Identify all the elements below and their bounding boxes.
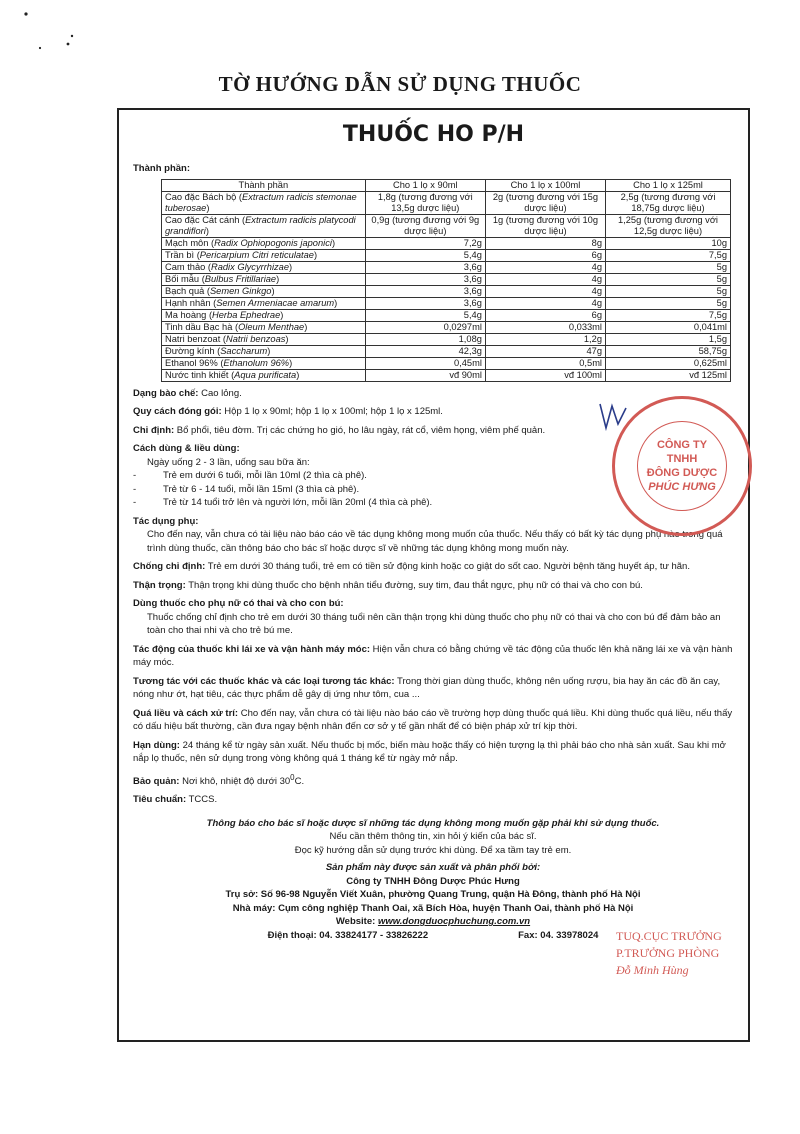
ingredient-name: Natri benzoat (165, 333, 221, 344)
ingredient-latin: Extractum radicis stemonae tuberosae (165, 191, 357, 213)
ingredient-cell: Cao đặc Cát cánh (Extractum radicis platycodi grandiflori) (162, 214, 366, 237)
overdose-text: Cho đến nay, vẫn chưa có tài liệu nào báo cáo về trường hợp dùng thuốc quá liều. Khi dùng thuốc quá liều, nếu thấy có dấu hiệu bất thường, cần đưa ngay bệnh nhân đến cơ sở y tế gần nhất để có biện pháp xử trí kịp thời. (133, 707, 733, 732)
table-header-row (162, 179, 731, 191)
amount-cell: 2,5g (tương đương với 18,75g dược liệu) (606, 191, 731, 214)
ingredient-latin: Pericarpium Citri reticulatae (199, 249, 314, 260)
ingredient-name: Ma hoàng (165, 309, 207, 320)
seal-line: CÔNG TY (656, 439, 708, 451)
ingredient-cell: Nước tinh khiết (Aqua purificata) (162, 369, 366, 381)
ingredient-name: Cao đặc Bách bộ (165, 191, 237, 202)
amount-cell: 1,25g (tương đương với 12,5g dược liệu) (606, 214, 731, 237)
page-heading: TỜ HƯỚNG DẪN SỬ DỤNG THUỐC (218, 72, 582, 96)
table-row (162, 261, 731, 273)
hq-address: Trụ sở: Số 96-98 Nguyễn Viết Xuân, phường Quang Trung, quận Hà Đông, thành phố Hà Nội (225, 889, 641, 901)
usage-item: - Trẻ từ 14 tuổi trở lên và người lớn, mỗi lần 20ml (4 thìa cà phê). (133, 496, 733, 510)
notice-line: Thông báo cho bác sĩ hoặc dược sĩ những tác dụng không mong muốn gặp phải khi sử dụng thuốc. (206, 817, 660, 829)
amount-cell: 1,2g (485, 333, 605, 345)
amount-cell: 0,5ml (485, 357, 605, 369)
notice-line: Đọc kỹ hướng dẫn sử dụng trước khi dùng. Để xa tầm tay trẻ em. (294, 844, 572, 856)
ingredient-name: Mạch môn (165, 237, 209, 248)
table-row (162, 345, 731, 357)
fax-line: Fax: 04. 33978024 (518, 929, 599, 941)
driving-label: Tác động của thuốc khi lái xe và vận hành máy móc: (133, 643, 371, 655)
ingredient-cell: Mạch môn (Radix Ophiopogonis japonici) (162, 237, 366, 249)
amount-cell: 1g (tương đương với 10g dược liệu) (485, 214, 605, 237)
ingredient-cell: Natri benzoat (Natrii benzoas) (162, 333, 366, 345)
ingredient-name: Hạnh nhân (165, 297, 211, 308)
standard-text: TCCS. (186, 794, 218, 806)
signoff-line: TUQ.CỤC TRƯỞNG (616, 929, 722, 943)
contraindications-text: Trẻ em dưới 30 tháng tuổi, trẻ em có tiền sử động kinh hoặc co giật do sốt cao. Người bệnh tăng huyết áp, tư hãn. (205, 561, 690, 572)
table-row (162, 357, 731, 369)
usage-item: - Trẻ từ 6 - 14 tuổi, mỗi lần 15ml (3 thìa cà phê). (133, 483, 733, 497)
table-row (162, 333, 731, 345)
ingredient-latin: Ethanolum 96% (223, 357, 290, 368)
interactions-text: Trong thời gian dùng thuốc, không nên uống rượu, bia hay ăn các đồ ăn cay, nóng như ớt, hạt tiêu, các thực phẩm dễ gây dị ứng như tôm, cua ... (133, 675, 721, 700)
ingredient-cell: Trần bì (Pericarpium Citri reticulatae) (162, 249, 366, 261)
amount-cell: 5,4g (365, 249, 485, 261)
amount-cell: 5g (606, 273, 731, 285)
amount-cell: 6g (485, 249, 605, 261)
made-by-line: Sản phẩm này được sản xuất và phân phối bởi: (325, 862, 541, 874)
amount-cell: 0,45ml (365, 357, 485, 369)
company-name: Công ty TNHH Đông Dược Phúc Hưng (346, 875, 520, 887)
table-header: Cho 1 lọ x 125ml (606, 179, 731, 191)
shelf-life-label: Hạn dùng: (133, 739, 180, 751)
storage-text: Nơi khô, nhiệt độ dưới 30 (179, 775, 291, 787)
dosage-form-label: Dạng bào chế: (133, 387, 199, 399)
signature-mark (596, 398, 636, 438)
amount-cell: 0,0297ml (365, 321, 485, 333)
seal-line: TNHH (666, 453, 698, 465)
amount-cell: 1,08g (365, 333, 485, 345)
pregnancy-label: Dùng thuốc cho phụ nữ có thai và cho con bú: (133, 598, 344, 609)
amount-cell: vđ 125ml (606, 369, 731, 381)
ingredient-cell: Ma hoàng (Herba Ephedrae) (162, 309, 366, 321)
ingredient-latin: Semen Armeniacae amarum (216, 297, 335, 308)
table-row (162, 273, 731, 285)
amount-cell: 3,6g (365, 285, 485, 297)
ingredient-name: Trần bì (165, 249, 195, 260)
product-title: THUỐC HO P/H (342, 122, 525, 147)
leaflet-frame (117, 108, 750, 1042)
amount-cell: 4g (485, 297, 605, 309)
overdose-label: Quá liều và cách xử trí: (133, 707, 239, 719)
table-row (162, 285, 731, 297)
ingredient-name: Cam thảo (165, 261, 206, 272)
storage-label: Bảo quản: (133, 775, 180, 787)
amount-cell: 1,8g (tương đương với 13,5g dược liệu) (365, 191, 485, 214)
packaging-text: Hộp 1 lọ x 90ml; hộp 1 lọ x 100ml; hộp 1 lọ x 125ml. (221, 406, 443, 417)
ingredient-name: Đường kính (165, 345, 215, 356)
leaflet-content (133, 162, 733, 942)
ingredient-latin: Radix Glycyrrhizae (211, 261, 290, 272)
ingredient-name: Ethanol 96% (165, 357, 218, 368)
amount-cell: 5g (606, 285, 731, 297)
ingredient-name: Bối mẫu (165, 273, 200, 284)
amount-cell: 5,4g (365, 309, 485, 321)
table-row (162, 297, 731, 309)
amount-cell: 3,6g (365, 273, 485, 285)
ingredient-latin: Aqua purificata (234, 369, 297, 380)
amount-cell: 7,5g (606, 309, 731, 321)
ingredient-cell: Hạnh nhân (Semen Armeniacae amarum) (162, 297, 366, 309)
table-row (162, 249, 731, 261)
ingredient-name: Tinh dầu Bạc hà (165, 321, 233, 332)
table-header: Cho 1 lọ x 90ml (365, 179, 485, 191)
amount-cell: 1,5g (606, 333, 731, 345)
packaging-label: Quy cách đóng gói: (133, 406, 222, 417)
amount-cell: 4g (485, 273, 605, 285)
table-header: Cho 1 lọ x 100ml (485, 179, 605, 191)
ingredient-cell: Tinh dầu Bạc hà (Oleum Menthae) (162, 321, 366, 333)
amount-cell: 42,3g (365, 345, 485, 357)
shelf-life-text: 24 tháng kể từ ngày sản xuất. Nếu thuốc bị mốc, biến màu hoặc thấy có hiện tượng lạ thì phải báo cho nhà sản xuất. Sau khi mở nắp lọ thuốc, nên sử dụng trong vòng không quá 1 tháng kể từ ngày mở nắp. (133, 739, 726, 764)
pregnancy-text: Thuốc chống chỉ định cho trẻ em dưới 30 tháng tuổi nên cần thận trọng khi dùng thuốc cho phụ nữ có thai và cho con bú để đảm bảo an toàn cho thai nhi và cho trẻ bú me. (147, 611, 721, 636)
composition-table (161, 179, 731, 382)
seal-line: PHÚC HƯNG (648, 481, 716, 493)
usage-intro: Ngày uống 2 - 3 lần, uống sau bữa ăn: (147, 456, 310, 468)
ingredient-name: Bạch quả (165, 285, 205, 296)
driving-text: Hiện vẫn chưa có bằng chứng về tác động của thuốc lên khả năng lái xe và vận hành máy móc. (133, 643, 733, 668)
amount-cell: vđ 100ml (485, 369, 605, 381)
amount-cell: 2g (tương đương với 15g dược liệu) (485, 191, 605, 214)
amount-cell: 4g (485, 261, 605, 273)
amount-cell: 10g (606, 237, 731, 249)
amount-cell: 6g (485, 309, 605, 321)
standard-label: Tiêu chuẩn: (133, 794, 187, 806)
amount-cell: 3,6g (365, 297, 485, 309)
signoff-line: P.TRƯỞNG PHÒNG (616, 946, 720, 960)
ingredient-name: Cao đặc Cát cánh (165, 214, 240, 225)
ingredient-latin: Natrii benzoas (225, 333, 286, 344)
signoff-signature: Đỗ Minh Hùng (616, 963, 689, 977)
ingredient-cell: Cao đặc Bách bộ (Extractum radicis stemonae tuberosae) (162, 191, 366, 214)
ingredient-latin: Semen Ginkgo (209, 285, 272, 296)
amount-cell: 0,625ml (606, 357, 731, 369)
ingredient-latin: Extractum radicis platycodi grandiflori (165, 214, 356, 236)
table-row (162, 321, 731, 333)
approval-signoff (616, 928, 776, 979)
table-row (162, 191, 731, 214)
table-row (162, 369, 731, 381)
phone-line: Điện thoại: 04. 33824177 - 33826222 (267, 929, 429, 941)
dosage-form-text: Cao lỏng. (198, 387, 242, 399)
amount-cell: 4g (485, 285, 605, 297)
interactions-label: Tương tác với các thuốc khác và các loại tương tác khác: (133, 675, 395, 687)
amount-cell: 0,033ml (485, 321, 605, 333)
usage-item: - Trẻ em dưới 6 tuổi, mỗi lần 10ml (2 thìa cà phê). (133, 469, 733, 483)
scan-marks (18, 0, 78, 55)
storage-tail: C. (294, 775, 305, 787)
ingredient-latin: Oleum Menthae (238, 321, 305, 332)
composition-label: Thành phần: (133, 163, 190, 174)
amount-cell: 5g (606, 261, 731, 273)
notice-line: Nếu cần thêm thông tin, xin hỏi ý kiến của bác sĩ. (329, 831, 537, 843)
amount-cell: 0,9g (tương đương với 9g dược liệu) (365, 214, 485, 237)
usage-label: Cách dùng & liều dùng: (133, 443, 240, 454)
ingredient-latin: Herba Ephedrae (212, 309, 281, 320)
ingredient-cell: Cam thảo (Radix Glycyrrhizae) (162, 261, 366, 273)
contraindications-label: Chống chỉ định: (133, 561, 206, 572)
precautions-text: Thận trọng khi dùng thuốc cho bệnh nhân tiểu đường, suy tim, đau thắt ngực, phụ nữ có thai và cho con bú. (185, 579, 643, 591)
ingredient-cell: Ethanol 96% (Ethanolum 96%) (162, 357, 366, 369)
ingredient-latin: Saccharum (220, 345, 268, 356)
indications-label: Chỉ định: (133, 424, 175, 436)
table-header: Thành phần (162, 179, 366, 191)
amount-cell: 8g (485, 237, 605, 249)
table-row (162, 237, 731, 249)
amount-cell: 58,75g (606, 345, 731, 357)
amount-cell: vđ 90ml (365, 369, 485, 381)
seal-line: ĐÔNG DƯỢC (646, 467, 718, 479)
storage-degree: 0 (290, 772, 295, 782)
amount-cell: 5g (606, 297, 731, 309)
factory-address: Nhà máy: Cụm công nghiệp Thanh Oai, xã Bích Hòa, huyện Thanh Oai, thành phố Hà Nội (232, 902, 634, 914)
precautions-label: Thận trọng: (133, 579, 186, 591)
amount-cell: 7,5g (606, 249, 731, 261)
ingredient-cell: Bạch quả (Semen Ginkgo) (162, 285, 366, 297)
ingredient-name: Nước tinh khiết (165, 369, 229, 380)
side-effects-label: Tác dụng phụ: (133, 515, 199, 527)
amount-cell: 0,041ml (606, 321, 731, 333)
ingredient-cell: Đường kính (Saccharum) (162, 345, 366, 357)
ingredient-latin: Bulbus Fritillariae (204, 273, 277, 284)
table-row (162, 214, 731, 237)
amount-cell: 7,2g (365, 237, 485, 249)
website-label: Website: (335, 916, 378, 928)
amount-cell: 3,6g (365, 261, 485, 273)
table-row (162, 309, 731, 321)
website-link[interactable]: www.dongduocphuchung.com.vn (377, 916, 531, 928)
indications-text: Bổ phổi, tiêu đờm. Trị các chứng ho gió, ho lâu ngày, rát cổ, viêm họng, viêm phế quản. (174, 424, 546, 436)
ingredient-cell: Bối mẫu (Bulbus Fritillariae) (162, 273, 366, 285)
amount-cell: 47g (485, 345, 605, 357)
ingredient-latin: Radix Ophiopogonis japonici (214, 237, 332, 248)
side-effects-text: Cho đến nay, vẫn chưa có tài liệu nào báo cáo về tác dụng không mong muốn của thuốc. Nếu thấy có bất kỳ tác dụng phụ nào trong quá trình dùng thuốc, cần thông báo cho bác sĩ hoặc dược sĩ về những tác dụng không mong muốn này. (147, 529, 723, 554)
